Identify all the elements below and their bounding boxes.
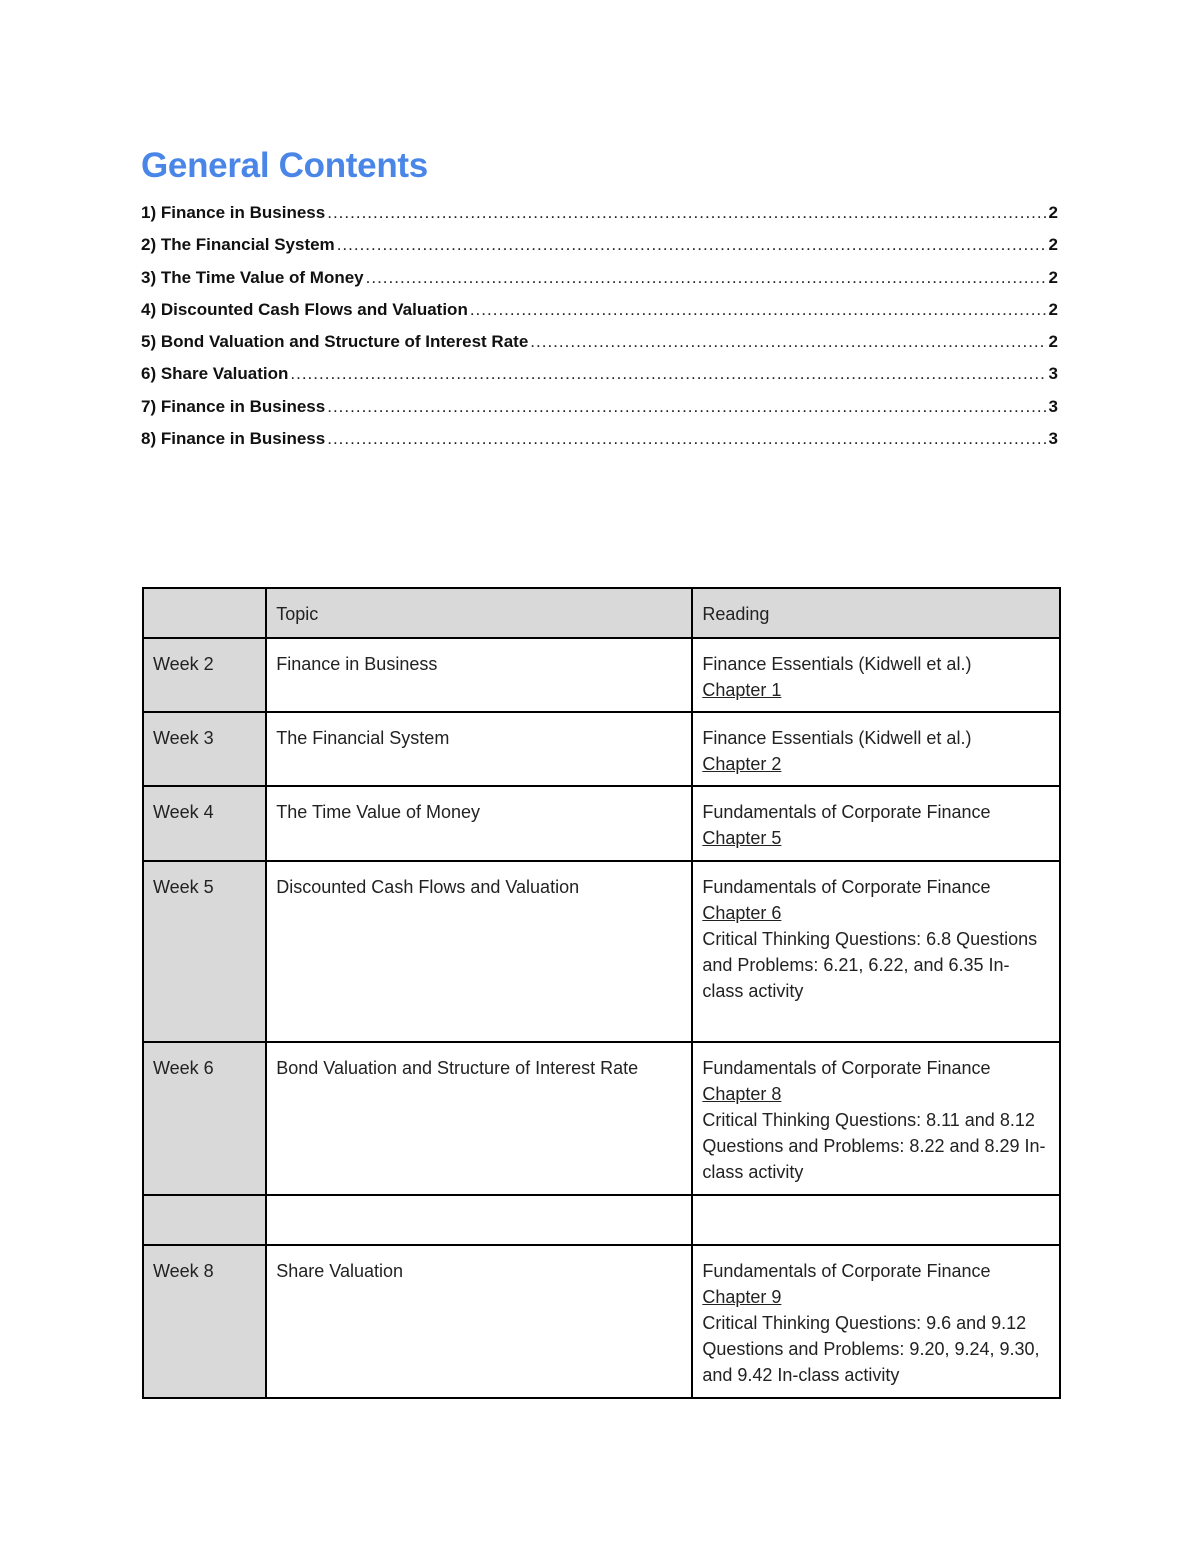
chapter-link[interactable]: Chapter 1 xyxy=(702,680,782,700)
reading-cell xyxy=(692,1245,1060,1398)
toc-entry-label: 2) The Financial System xyxy=(141,235,335,255)
header-week-cell xyxy=(143,588,266,638)
reading-book: Fundamentals of Corporate Finance xyxy=(702,802,991,822)
chapter-link[interactable]: Chapter 2 xyxy=(702,754,782,774)
week-cell xyxy=(143,1195,266,1245)
toc-entry-label: 7) Finance in Business xyxy=(141,396,326,416)
reading-book: Fundamentals of Corporate Finance xyxy=(702,1261,991,1281)
toc-entry[interactable] xyxy=(141,268,1058,300)
reading-book: Finance Essentials (Kidwell et al.) xyxy=(702,728,972,748)
toc-entry-page: 2 xyxy=(1048,203,1058,222)
reading-book: Finance Essentials (Kidwell et al.) xyxy=(702,654,972,674)
toc-dot-leader xyxy=(327,397,1046,417)
toc-dot-leader xyxy=(470,300,1047,320)
toc-entry-page: 2 xyxy=(1048,332,1058,352)
table-header-row xyxy=(143,588,1060,638)
topic-cell xyxy=(266,1195,692,1245)
table-row xyxy=(143,861,1060,1042)
header-reading-cell: Reading xyxy=(692,588,1060,638)
week-cell: Week 2 xyxy=(143,638,266,712)
toc-entry-page: 3 xyxy=(1048,364,1058,384)
toc-entry[interactable] xyxy=(141,203,1058,235)
week-cell: Week 3 xyxy=(143,712,266,786)
reading-notes: Critical Thinking Questions: 6.8 Questions and Problems: 6.21, 6.22, and 6.35 In-class activity xyxy=(702,929,1038,1001)
toc-entry-page: 3 xyxy=(1048,396,1058,416)
toc-dot-leader xyxy=(366,268,1047,288)
table-row xyxy=(143,1245,1060,1398)
toc-entry-label: 8) Finance in Business xyxy=(141,429,326,449)
toc-entry-page: 2 xyxy=(1048,299,1058,319)
chapter-link[interactable]: Chapter 5 xyxy=(702,828,782,848)
topic-cell: Discounted Cash Flows and Valuation xyxy=(266,861,692,1042)
toc-entry[interactable] xyxy=(141,429,1058,461)
table-of-contents xyxy=(141,203,1058,461)
topic-cell: The Financial System xyxy=(266,712,692,786)
table-row xyxy=(143,1042,1060,1195)
toc-entry-page: 3 xyxy=(1048,429,1058,449)
week-cell: Week 5 xyxy=(143,861,266,1042)
toc-entry[interactable] xyxy=(141,397,1058,429)
toc-dot-leader xyxy=(530,332,1046,352)
topic-cell: Share Valuation xyxy=(266,1245,692,1398)
toc-entry[interactable] xyxy=(141,364,1058,396)
toc-dot-leader xyxy=(327,429,1046,449)
week-cell: Week 8 xyxy=(143,1245,266,1398)
reading-schedule-table xyxy=(142,587,1061,1399)
chapter-link[interactable]: Chapter 9 xyxy=(702,1287,782,1307)
contents-heading: General Contents xyxy=(141,146,428,185)
week-cell: Week 4 xyxy=(143,786,266,861)
toc-entry-label: 6) Share Valuation xyxy=(141,364,289,384)
toc-entry-label: 5) Bond Valuation and Structure of Interest Rate xyxy=(141,332,529,352)
reading-cell xyxy=(692,1195,1060,1245)
reading-cell xyxy=(692,861,1060,1042)
week-cell: Week 6 xyxy=(143,1042,266,1195)
table-row xyxy=(143,712,1060,786)
toc-dot-leader xyxy=(290,364,1046,384)
reading-cell xyxy=(692,638,1060,712)
toc-entry[interactable] xyxy=(141,300,1058,332)
toc-entry-label: 1) Finance in Business xyxy=(141,203,326,222)
header-topic-cell: Topic xyxy=(266,588,692,638)
chapter-link[interactable]: Chapter 6 xyxy=(702,903,782,923)
table-row xyxy=(143,786,1060,861)
reading-notes: Critical Thinking Questions: 8.11 and 8.12 Questions and Problems: 8.22 and 8.29 In-class activity xyxy=(702,1110,1046,1182)
toc-dot-leader xyxy=(337,235,1047,255)
toc-entry-label: 4) Discounted Cash Flows and Valuation xyxy=(141,299,468,319)
toc-entry-page: 2 xyxy=(1048,235,1058,255)
table-row-empty xyxy=(143,1195,1060,1245)
reading-book: Fundamentals of Corporate Finance xyxy=(702,1058,991,1078)
topic-cell: Bond Valuation and Structure of Interest Rate xyxy=(266,1042,692,1195)
reading-cell xyxy=(692,1042,1060,1195)
reading-notes: Critical Thinking Questions: 9.6 and 9.12 Questions and Problems: 9.20, 9.24, 9.30, and 9.42 In-class activity xyxy=(702,1313,1040,1385)
toc-dot-leader xyxy=(327,203,1046,223)
reading-book: Fundamentals of Corporate Finance xyxy=(702,877,991,897)
reading-cell xyxy=(692,786,1060,861)
toc-entry-page: 2 xyxy=(1048,267,1058,287)
table-row xyxy=(143,638,1060,712)
toc-entry[interactable] xyxy=(141,332,1058,364)
reading-cell xyxy=(692,712,1060,786)
topic-cell: The Time Value of Money xyxy=(266,786,692,861)
toc-entry[interactable] xyxy=(141,235,1058,267)
chapter-link[interactable]: Chapter 8 xyxy=(702,1084,782,1104)
toc-entry-label: 3) The Time Value of Money xyxy=(141,267,364,287)
topic-cell: Finance in Business xyxy=(266,638,692,712)
